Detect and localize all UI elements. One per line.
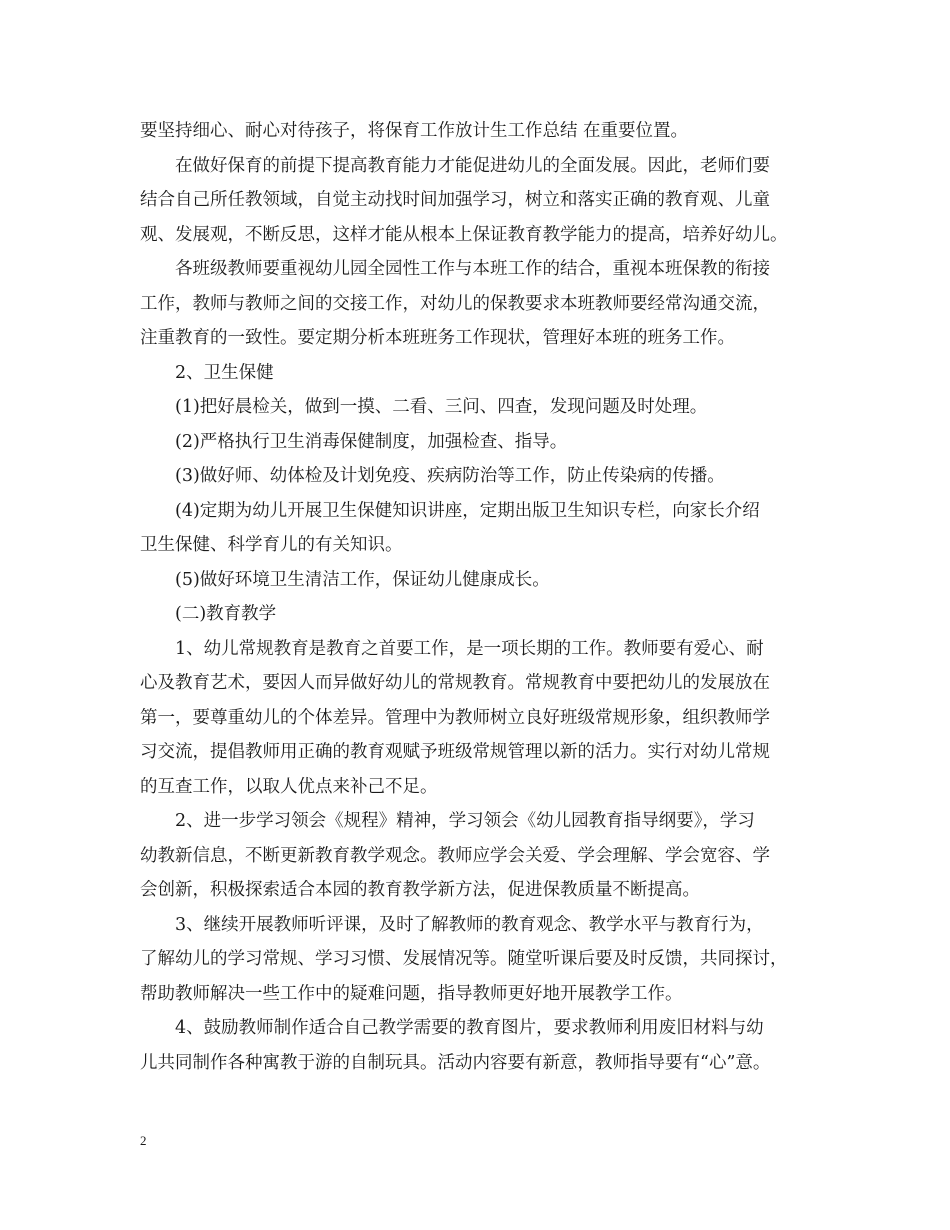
list-item: (3)做好师、幼体检及计划免疫、疾病防治等工作，防止传染病的传播。 xyxy=(175,466,725,486)
text-line: 卫生保健、科学育儿的有关知识。 xyxy=(140,535,403,555)
list-item: 1、幼儿常规教育是教育之首要工作，是一项长期的工作。教师要有爱心、耐 xyxy=(175,638,764,659)
text-line: 习交流，提倡教师用正确的教育观赋予班级常规管理以新的活力。实行对幼儿常规 xyxy=(140,742,770,762)
list-item: (2)严格执行卫生消毒保健制度，加强检查、指导。 xyxy=(175,431,568,452)
list-item: 3、继续开展教师听评课，及时了解教师的教育观念、教学水平与教育行为， xyxy=(175,914,764,935)
text-line: 第一，要尊重幼儿的个体差异。管理中为教师树立良好班级常规形象，组织教师学 xyxy=(140,707,770,728)
text-line: 心及教育艺术，要因人而异做好幼儿的常规教育。常规教育中要把幼儿的发展放在 xyxy=(140,673,770,693)
text-line: 要坚持细心、耐心对待孩子，将保育工作放计生工作总结 在重要位置。 xyxy=(140,121,689,141)
text-line: 在做好保育的前提下提高教育能力才能促进幼儿的全面发展。因此，老师们要 xyxy=(175,155,770,176)
text-line: 的互查工作，以取人优点来补己不足。 xyxy=(140,776,438,797)
text-line: 会创新，积极探索适合本园的教育教学新方法，促进保教质量不断提高。 xyxy=(140,880,700,900)
text-line: 注重教育的一致性。要定期分析本班班务工作现状，管理好本班的班务工作。 xyxy=(140,328,735,348)
text-line: 了解幼儿的学习常规、学习习惯、发展情况等。随堂听课后要及时反馈，共同探讨， xyxy=(140,949,788,969)
document-body xyxy=(140,114,824,1080)
text-line: 帮助教师解决一些工作中的疑难问题，指导教师更好地开展教学工作。 xyxy=(140,983,683,1004)
section-heading: (二)教育教学 xyxy=(175,604,277,624)
text-line: 儿共同制作各种寓教于游的自制玩具。活动内容要有新意，教师指导要有“心”意。 xyxy=(140,1052,771,1073)
section-heading: 2、卫生保健 xyxy=(175,362,274,383)
list-item: 2、进一步学习领会《规程》精神，学习领会《幼儿园教育指导纲要》，学习 xyxy=(175,811,755,831)
list-item: (4)定期为幼儿开展卫生保健知识讲座，定期出版卫生知识专栏，向家长介绍 xyxy=(175,500,760,521)
list-item: (1)把好晨检关，做到一摸、二看、三问、四查，发现问题及时处理。 xyxy=(175,397,708,417)
text-line: 观、发展观，不断反思，这样才能从根本上保证教育教学能力的提高，培养好幼儿。 xyxy=(140,224,788,245)
text-line: 工作，教师与教师之间的交接工作，对幼儿的保教要求本班教师要经常沟通交流， xyxy=(140,293,770,314)
page-number: 2 xyxy=(140,1133,147,1148)
text-line: 结合自己所任教领域，自觉主动找时间加强学习，树立和落实正确的教育观、儿童 xyxy=(140,190,770,210)
list-item: 4、鼓励教师制作适合自己教学需要的教育图片，要求教师利用废旧材料与幼 xyxy=(175,1018,764,1038)
text-line: 各班级教师要重视幼儿园全园性工作与本班工作的结合，重视本班保教的衔接 xyxy=(175,259,770,279)
list-item: (5)做好环境卫生清洁工作，保证幼儿健康成长。 xyxy=(175,569,550,590)
text-line: 幼教新信息，不断更新教育教学观念。教师应学会关爱、学会理解、学会宽容、学 xyxy=(140,845,770,866)
